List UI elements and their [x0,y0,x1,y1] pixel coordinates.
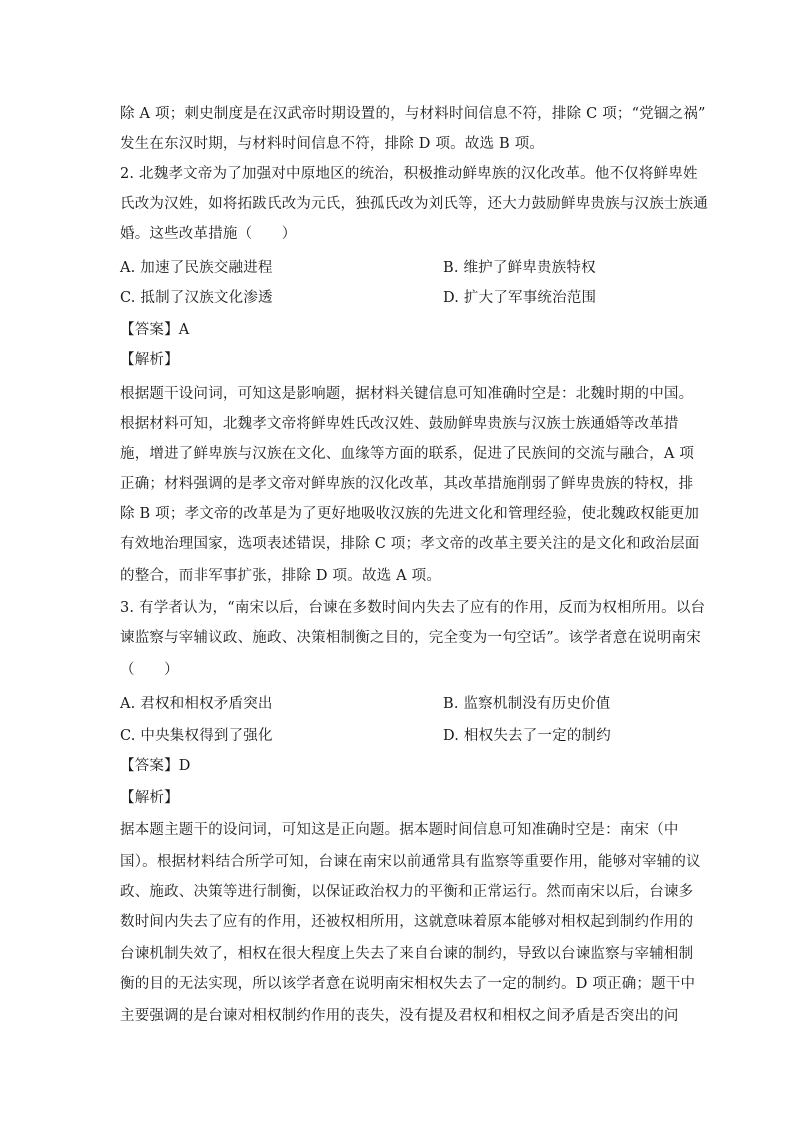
q3-analysis-line: 据本题主题干的设问词，可知这是正向题。据本题时间信息可知准确时空是：南宋（中 [120,822,679,838]
q3-stem-line: （ ） [120,662,179,678]
q3-option-b: B. 监察机制没有历史价值 [443,696,611,712]
q2-option-b: B. 维护了鲜卑贵族特权 [443,260,596,276]
q3-stem-line: 谏监察与宰辅议政、施政、决策相制衡之目的，完全变为一句空话”。该学者意在说明南宋 [120,630,701,646]
prev-analysis-line: 除 A 项；刺史制度是在汉武帝时期设置的，与材料时间信息不符，排除 C 项；“党锢之祸” [120,106,706,122]
q2-analysis-label: 【解析】 [120,352,179,368]
q3-analysis-line: 主要强调的是台谏对相权制约作用的丧失，没有提及君权和相权之间矛盾是否突出的问 [120,1008,679,1024]
q3-analysis-label: 【解析】 [120,790,179,806]
q2-analysis-line: 除 B 项；孝文帝的改革是为了更好地吸收汉族的先进文化和管理经验，使北魏政权能更加 [120,506,700,522]
q2-answer: 【答案】A [120,322,190,338]
prev-analysis-line: 发生在东汉时期，与材料时间信息不符，排除 D 项。故选 B 项。 [120,136,545,152]
q2-analysis-line: 施，增进了鲜卑族与汉族在文化、血缘等方面的联系，促进了民族间的交流与融合，A 项 [120,446,695,462]
q3-option-c: C. 中央集权得到了强化 [120,728,273,744]
q3-option-d: D. 相权失去了一定的制约 [443,728,611,744]
q2-analysis-line: 根据材料可知，北魏孝文帝将鲜卑姓氏改汉姓、鼓励鲜卑贵族与汉族士族通婚等改革措 [120,416,679,432]
q2-stem-line: 2. 北魏孝文帝为了加强对中原地区的统治，积极推动鲜卑族的汉化改革。他不仅将鲜卑姓 [120,166,698,182]
q3-analysis-line: 台谏机制失效了，相权在很大程度上失去了来自台谏的制约，导致以台谏监察与宰辅相制 [120,946,694,962]
q3-analysis-line: 数时间内失去了应有的作用，还被权相所用，这就意味着原本能够对相权起到制约作用的 [120,914,694,930]
q2-option-a: A. 加速了民族交融进程 [120,260,273,276]
q2-stem-line: 婚。这些改革措施（ ） [120,226,297,242]
q3-analysis-line: 国）。根据材料结合所学可知，台谏在南宋以前通常具有监察等重要作用，能够对宰辅的议 [120,854,701,870]
q2-analysis-line: 有效地治理国家，选项表述错误，排除 C 项；孝文帝的改革主要关注的是文化和政治层面 [120,536,700,552]
q3-option-a: A. 君权和相权矛盾突出 [120,696,273,712]
q2-option-d: D. 扩大了军事统治范围 [443,290,597,306]
q3-analysis-line: 衡的目的无法实现，所以该学者意在说明南宋相权失去了一定的制约。D 项正确；题干中 [120,976,696,992]
q2-stem-line: 氏改为汉姓，如将拓跋氏改为元氏，独孤氏改为刘氏等，还大力鼓励鲜卑贵族与汉族士族通 [120,196,708,212]
q2-analysis-line: 的整合，而非军事扩张，排除 D 项。故选 A 项。 [120,568,442,584]
q2-option-c: C. 抵制了汉族文化渗透 [120,290,273,306]
q3-answer: 【答案】D [120,758,191,774]
q3-stem-line: 3. 有学者认为，“南宋以后，台谏在多数时间内失去了应有的作用，反而为权相所用。以台 [120,600,706,616]
q2-analysis-line: 正确；材料强调的是孝文帝对鲜卑族的汉化改革，其改革措施削弱了鲜卑贵族的特权，排 [120,476,694,492]
q2-analysis-line: 根据题干设问词，可知这是影响题，据材料关键信息可知准确时空是：北魏时期的中国。 [120,386,694,402]
q3-analysis-line: 政、施政、决策等进行制衡，以保证政治权力的平衡和正常运行。然而南宋以后，台谏多 [120,884,694,900]
